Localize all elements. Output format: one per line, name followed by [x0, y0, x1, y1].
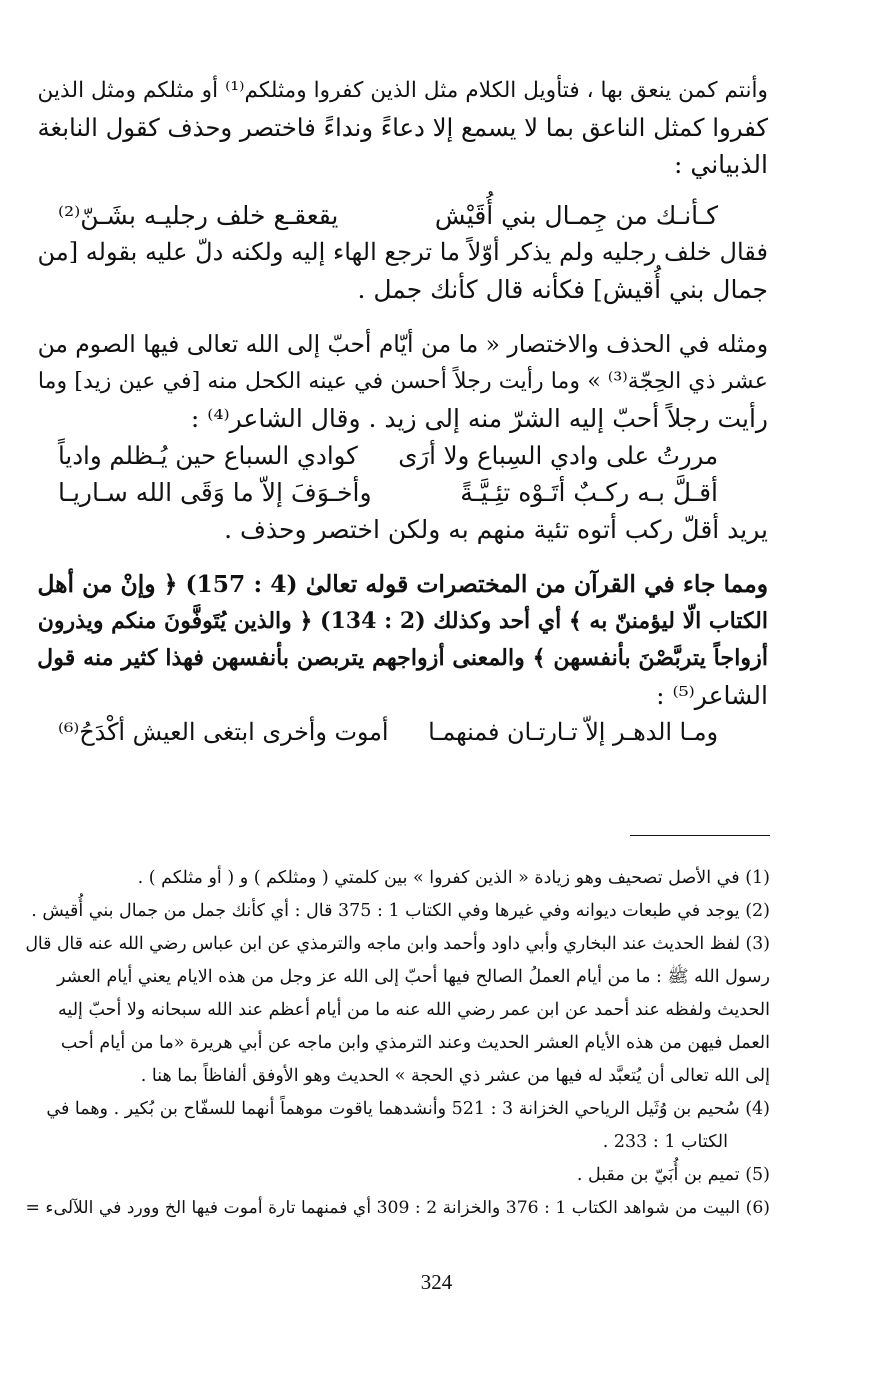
footnote-3-cont: إلى الله تعالى أن يُتعبَّد له فيها من عشر ذي الحجة » الحديث وهو الأوفق ألفاظاً بما هنا . [140, 1066, 770, 1086]
paragraph-1 [30, 72, 768, 183]
main-text [30, 72, 768, 751]
text-line: الشاعر⁽⁵⁾ : [656, 681, 768, 710]
verse-2b [30, 474, 768, 511]
verse-hemistich-right: كـأنـك من جِمـال بني أُقَيْش [434, 201, 718, 230]
verse-hemistich-right: ومـا الدهـر إلاّ تـارتـان فمنهمـا [428, 718, 718, 746]
footnotes [18, 862, 770, 1225]
text-line: فقال خلف رجليه ولم يذكر أوّلاً ما ترجع الهاء إليه ولكنه دلّ عليه بقوله [من [37, 238, 768, 266]
footnote-3-cont: رسول الله ﷺ : ما من أيام العملُ الصالح فيها أحبّ إلى الله عز وجل من هذه الايام يعني أيام العشر [57, 967, 770, 987]
paragraph-2 [30, 234, 768, 308]
text-line: عشر ذي الحِجّة⁽³⁾ » وما رأيت رجلاً أحسن في عينه الكحل منه [في عين زيد] وما [37, 368, 768, 394]
footnote-4: (4) سُحيم بن وُثَيل الرياحي الخزانة 3 : 521 وأنشدهما ياقوت موهماً أنهما للسفّاح بن بُكير . وهما في [46, 1099, 770, 1119]
page-number: 324 [420, 1270, 453, 1294]
text-line: رأيت رجلاً أحبّ إليه الشرّ منه إلى زيد . وقال الشاعر⁽⁴⁾ : [190, 404, 768, 433]
verse-hemistich-left: وأخـوَفَ إلاّ ما وَقَى الله سـاريـا [58, 478, 372, 507]
footnote-3-cont: الحديث ولفظه عند أحمد عن ابن عمر رضي الله عنه ما من أيام أعظم عند الله سبحانه ولا أحبّ إليه [58, 1000, 770, 1020]
verse-hemistich-left: أموت وأخرى ابتغى العيش أكْدَحُ⁽⁶⁾ [58, 718, 389, 746]
text-line: أزواجاً يتربَّصْنَ بأنفسهن ﴾ والمعنى أزواجهم يتربصن بأنفسهن فهذا كثير منه قول [37, 645, 768, 671]
verse-1 [30, 197, 768, 234]
footnote-separator [630, 835, 770, 836]
verse-hemistich-left: كوادي السباع حين يُـظلم وادياً [58, 441, 358, 470]
verse-3 [30, 714, 768, 751]
text-line: الكتاب الّا ليؤمننّ به ﴾ أي أحد وكذلك (2 : 134) ﴿ والذين يُتَوفَّونَ منكم ويذرون [37, 608, 768, 634]
verse-hemistich-right: أقـلَّ بـه ركـبٌ أتَـوْه تئِـيَّـةً [460, 478, 718, 507]
footnote-3: (3) لفظ الحديث عند البخاري وأبي داود وأحمد وابن ماجه والترمذي عن ابن عباس رضي الله عنه قال قال [25, 934, 770, 954]
verse-hemistich-right: مررتُ على وادي السِباع ولا أرَى [398, 441, 718, 470]
text-line: ومثله في الحذف والاختصار « ما من أيّام أحبّ إلى الله تعالى فيها الصوم من [37, 330, 768, 358]
footnote-1: (1) في الأصل تصحيف وهو زيادة « الذين كفروا » بين كلمتي ( ومثلكم ) و ( أو مثلكم ) . [137, 868, 770, 888]
text-line: الذبياني : [674, 150, 768, 179]
verse-2a [30, 437, 768, 474]
footnote-5: (5) تميم بن أُبَيّ بن مقبل . [576, 1165, 770, 1185]
text-line: كفروا كمثل الناعق بما لا يسمع إلا دعاءً ونداءً فاختصر وحذف كقول النابغة [37, 113, 768, 142]
footnote-3-cont: العمل فيهن من هذه الأيام العشر الحديث وعند الترمذي وابن ماجه عن أبي هريرة «ما من أيام أحب [60, 1033, 770, 1053]
paragraph-5 [30, 566, 768, 714]
text-line: يريد أقلّ ركب أتوه تئية منهم به ولكن اختصر وحذف . [224, 515, 768, 544]
paragraph-4 [30, 511, 768, 548]
footnote-2: (2) يوجد في طبعات ديوانه وفي غيرها وفي الكتاب 1 : 375 قال : أي كأنك جمل من جمال بني أُقيش . [31, 901, 770, 921]
paragraph-3 [30, 326, 768, 437]
footnote-6: (6) البيت من شواهد الكتاب 1 : 376 والخزانة 2 : 309 أي فمنهما تارة أموت فيها الخ وورد في اللآلىء = [25, 1198, 770, 1218]
text-line: وأنتم كمن ينعق بها ، فتأويل الكلام مثل الذين كفروا ومثلكم⁽¹⁾ أو مثلكم ومثل الذين [37, 78, 768, 103]
text-line: جمال بني أُقيش] فكأنه قال كأنك جمل . [357, 275, 768, 304]
text-line: ومما جاء في القرآن من المختصرات قوله تعالىٰ (4 : 157) ﴿ وإنْ من أهل [37, 570, 768, 598]
verse-hemistich-left: يقعقـع خلف رجليـه بشَـنّ⁽²⁾ [58, 201, 339, 230]
footnote-4-cont: الكتاب 1 : 233 . [602, 1132, 728, 1152]
